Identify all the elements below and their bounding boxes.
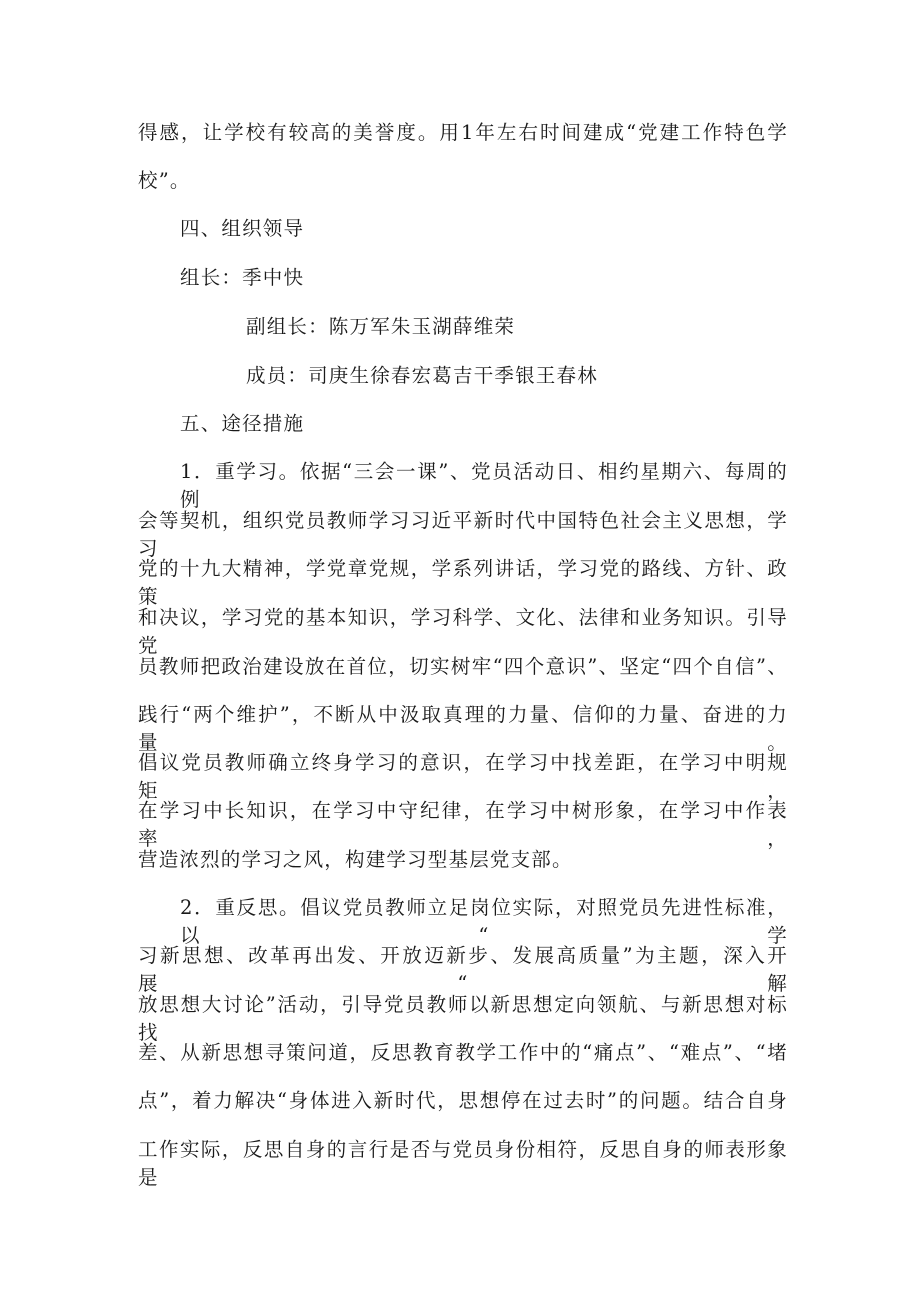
paragraph-line: 会等契机，组织党员教师学习习近平新时代中国特色社会主义思想，学习 xyxy=(138,509,788,560)
paragraph-line: 得感，让学校有较高的美誉度。用1年左右时间建成“党建工作特色学 xyxy=(138,121,788,144)
section-heading-measures: 五、途径措施 xyxy=(180,412,305,435)
section-heading-organization: 四、组织领导 xyxy=(180,217,305,240)
paragraph-line: 倡议党员教师确立终身学习的意识，在学习中找差距，在学习中明规矩， xyxy=(138,751,788,802)
paragraph-line: 践行“两个维护”，不断从中汲取真理的力量、信仰的力量、奋进的力量。 xyxy=(138,703,788,754)
paragraph-line: 在学习中长知识，在学习中守纪律，在学习中树形象，在学习中作表率， xyxy=(138,799,788,850)
paragraph-line: 1．重学习。依据“三会一课”、党员活动日、相约星期六、每周的例 xyxy=(180,460,788,511)
paragraph-line: 工作实际，反思自身的言行是否与党员身份相符，反思自身的师表形象是 xyxy=(138,1138,788,1189)
paragraph-line: 点”，着力解决“身体进入新时代，思想停在过去时”的问题。结合自身 xyxy=(138,1089,788,1112)
paragraph-line: 放思想大讨论”活动，引导党员教师以新思想定向领航、与新思想对标找 xyxy=(138,993,788,1044)
paragraph-line: 2．重反思。倡议党员教师立足岗位实际，对照党员先进性标准，以“学 xyxy=(180,896,788,947)
paragraph-line: 差、从新思想寻策问道，反思教育教学工作中的“痛点”、“难点”、“堵 xyxy=(138,1041,788,1064)
paragraph-line: 营造浓烈的学习之风，构建学习型基层党支部。 xyxy=(138,848,573,871)
paragraph-line: 和决议，学习党的基本知识，学习科学、文化、法律和业务知识。引导党 xyxy=(138,606,788,657)
group-leader-line: 组长：季中快 xyxy=(180,266,305,289)
paragraph-line: 员教师把政治建设放在首位，切实树牢“四个意识”、坚定“四个自信”、 xyxy=(138,655,788,678)
deputy-leader-line: 副组长：陈万军朱玉湖薛维荣 xyxy=(246,315,516,338)
members-line: 成员：司庚生徐春宏葛吉干季银王春林 xyxy=(246,364,598,387)
paragraph-line: 校”。 xyxy=(138,169,191,192)
paragraph-line: 习新思想、改革再出发、开放迈新步、发展高质量”为主题，深入开展“解 xyxy=(138,944,788,995)
paragraph-line: 党的十九大精神，学党章党规，学系列讲话，学习党的路线、方针、政策 xyxy=(138,557,788,608)
